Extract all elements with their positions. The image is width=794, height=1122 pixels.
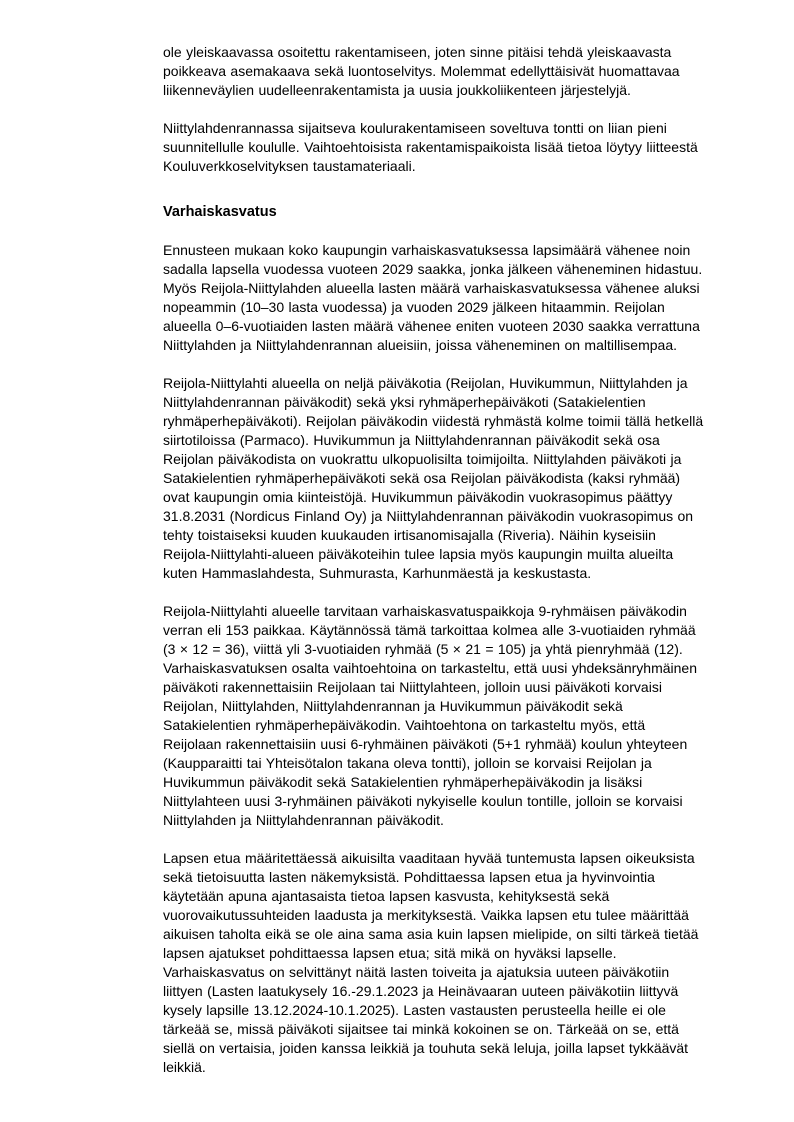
- paragraph-continued-from-previous-page: ole yleiskaavassa osoitettu rakentamiseen, joten sinne pitäisi tehdä yleiskaavasta poikkeava asemakaava sekä luontoselvitys. Molemmat edellyttäisivät huomattavaa liikenneväylien uudelleenrakentamista ja uusia joukkoliikenteen järjestelyjä.: [163, 44, 680, 98]
- section-heading-varhaiskasvatus: Varhaiskasvatus: [163, 204, 277, 220]
- paragraph-paivakodit-nykytila: Reijola-Niittylahti alueella on neljä päiväkotia (Reijolan, Huvikummun, Niittylahden ja Niittylahdenrannan päiväkodit) sekä yksi ryhmäperhepäiväkoti (Satakielentien ryhmäperhepäiväkoti). Reijolan päiväkodin viidestä ryhmästä kolme toimii tällä hetkellä siirtotiloissa (Parmaco). Huvikummun ja Niittylahdenrannan päiväkodit sekä osa Reijolan päiväkodista on vuokrattu ulkopuolisilta toimijoilta. Niittylahden päiväkoti ja Satakielentien ryhmäperhepäiväkoti sekä osa Reijolan päiväkodista (kaksi ryhmää) ovat kaupungin omia kiinteistöjä. Huvikummun päiväkodin vuokrasopimus päättyy 31.8.2031 (Nordicus Finland Oy) ja Niittylahdenrannan päiväkodin vuokrasopimus on tehty toistaiseksi kuuden kuukauden irtisanomisajalla (Riveria). Näihin kyseisiin Reijola-Niittylahti-alueen päiväkoteihin tulee lapsia myös kaupungin muilta alueilta kuten Hammaslahdesta, Suhmurasta, Karhunmäestä ja keskustasta.: [163, 375, 704, 581]
- paragraph-niittylahdenranta-tontti: Niittylahdenrannassa sijaitseva koulurakentamiseen soveltuva tontti on liian pieni suunnitellulle koululle. Vaihtoehtoisista rakentamispaikoista lisää tietoa löytyy liitteestä Kouluverkkoselvityksen taustamateriaali.: [163, 120, 698, 174]
- paragraph-varhaiskasvatuspaikat-vaihtoehdot: Reijola-Niittylahti alueelle tarvitaan varhaiskasvatuspaikkoja 9-ryhmäisen päiväkodin verran eli 153 paikkaa. Käytännössä tämä tarkoittaa kolmea alle 3-vuotiaiden ryhmää (3 × 12 = 36), viittä yli 3-vuotiaiden ryhmää (5 × 21 = 105) ja yhtä pienryhmää (12). Varhaiskasvatuksen osalta vaihtoehtoina on tarkasteltu, että uusi yhdeksänryhmäinen päiväkoti rakennettaisiin Reijolaan tai Niittylahteen, jolloin uusi päiväkoti korvaisi Reijolan, Niittylahden, Niittylahdenrannan ja Huvikummun päiväkodit sekä Satakielentien ryhmäperhepäiväkodin. Vaihtoehtona on tarkasteltu myös, että Reijolaan rakennettaisiin uusi 6-ryhmäinen päiväkoti (5+1 ryhmää) koulun yhteyteen (Kaupparaitti tai Yhteisötalon takana oleva tontti), jolloin se korvaisi Reijolan ja Huvikummun päiväkodit sekä Satakielentien ryhmäperhepäiväkodin ja lisäksi Niittylahteen uusi 3-ryhmäinen päiväkoti nykyiselle koulun tontille, jolloin se korvaisi Niittylahden ja Niittylahdenrannan päiväkodit.: [163, 603, 698, 828]
- paragraph-lapsen-etu: Lapsen etua määritettäessä aikuisilta vaaditaan hyvää tuntemusta lapsen oikeuksista sekä tietoisuutta lasten näkemyksistä. Pohdittaessa lapsen etua ja hyvinvointia käytetään apuna ajantasaista tietoa lapsen kasvusta, kehityksestä sekä vuorovaikutussuhteiden laadusta ja merkityksestä. Vaikka lapsen etu tulee määrittää aikuisen taholta eikä se ole aina sama asia kuin lapsen mielipide, on silti tärkeä tietää lapsen ajatukset pohdittaessa lapsen etua; sitä mikä on hyväksi lapselle. Varhaiskasvatus on selvittänyt näitä lasten toiveita ja ajatuksia uuteen päiväkotiin liittyen (Lasten laatukysely 16.-29.1.2023 ja Heinävaaran uuteen päiväkotiin liittyvä kysely lapsille 13.12.2024-10.1.2025). Lasten vastausten perusteella heille ei ole tärkeää se, missä päiväkoti sijaitsee tai minkä kokoinen se on. Tärkeää on se, että siellä on vertaisia, joiden kanssa leikkiä ja touhuta sekä leluja, joilla lapset tykkäävät leikkiä.: [163, 850, 699, 1075]
- paragraph-ennuste-lapsimaara: Ennusteen mukaan koko kaupungin varhaiskasvatuksessa lapsimäärä vähenee noin sadalla lapsella vuodessa vuoteen 2029 saakka, jonka jälkeen väheneminen hidastuu. Myös Reijola-Niittylahden alueella lasten määrä varhaiskasvatuksessa vähenee aluksi nopeammin (10–30 lasta vuodessa) ja vuoden 2029 jälkeen hitaammin. Reijolan alueella 0–6-vuotiaiden lasten määrä vähenee eniten vuoteen 2030 saakka verrattuna Niittylahden ja Niittylahdenrannan alueisiin, joissa väheneminen on maltillisempaa.: [163, 242, 703, 353]
